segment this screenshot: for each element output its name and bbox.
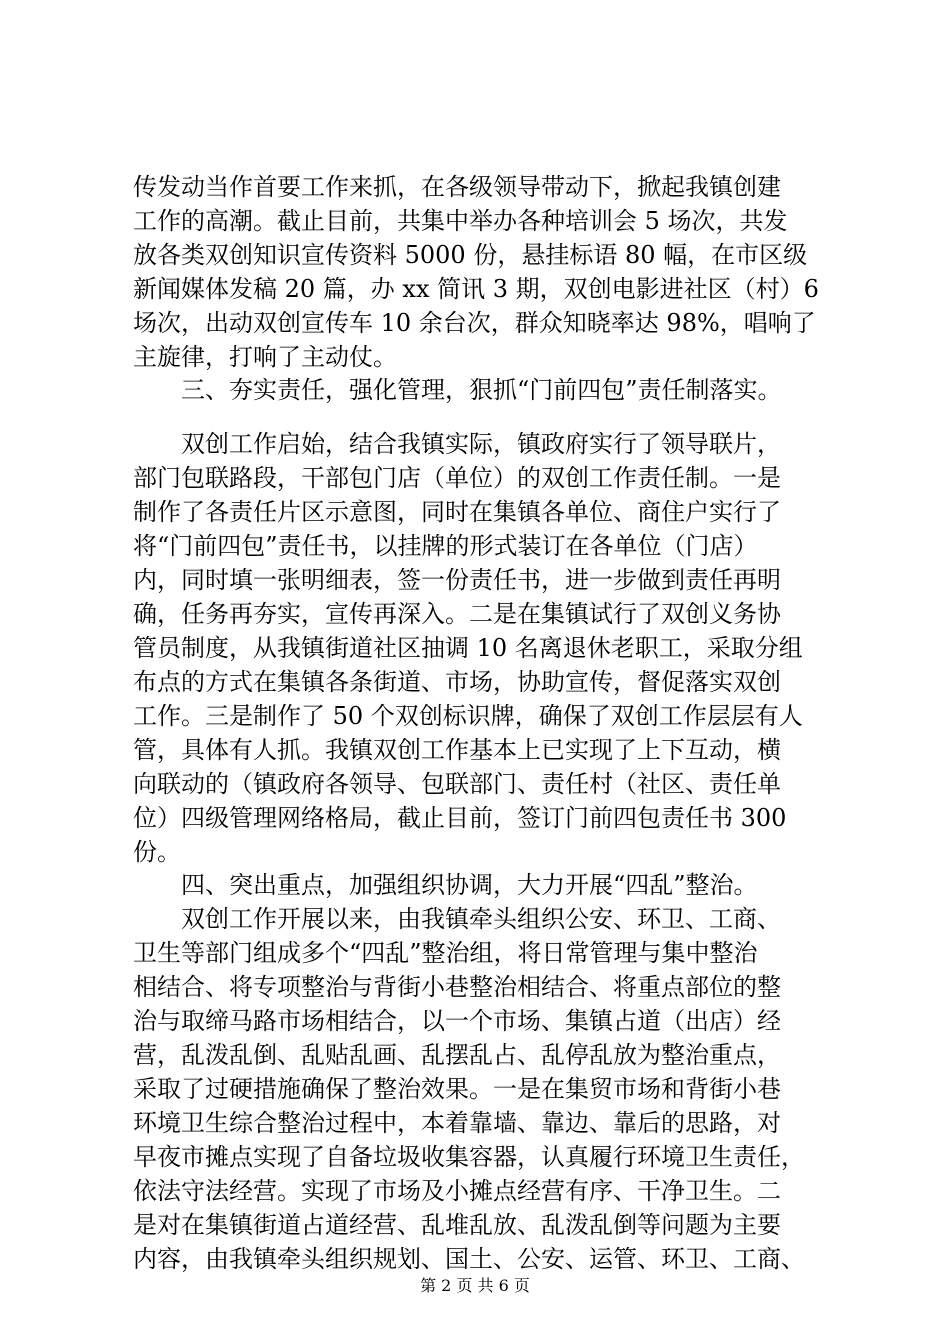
paragraph-line: 管，具体有人抓。我镇双创工作基本上已实现了上下互动，横 [133, 736, 781, 764]
paragraph-line: 传发动当作首要工作来抓，在各级领导带动下，掀起我镇创建 [133, 173, 781, 201]
paragraph-line: 场次，出动双创宣传车 10 余台次，群众知晓率达 98%，唱响了 [133, 309, 816, 337]
paragraph-line: 是对在集镇街道占道经营、乱堆乱放、乱泼乱倒等问题为主要 [133, 1211, 781, 1239]
paragraph-line: 向联动的（镇政府各领导、包联部门、责任村（社区、责任单 [133, 770, 781, 798]
paragraph-line: 治与取缔马路市场相结合，以一个市场、集镇占道（出店）经 [133, 1007, 781, 1035]
paragraph-line: 双创工作开展以来，由我镇牵头组织公安、环卫、工商、 [181, 905, 781, 933]
section-heading: 四、突出重点，加强组织协调，大力开展“四乱”整治。 [181, 871, 758, 899]
paragraph-line: 份。 [133, 838, 181, 866]
paragraph-line: 工作。三是制作了 50 个双创标识牌，确保了双创工作层层有人 [133, 702, 803, 730]
paragraph-line: 主旋律，打响了主动仗。 [133, 343, 397, 371]
paragraph-line: 内容，由我镇牵头组织规划、国土、公安、运管、环卫、工商、 [133, 1245, 805, 1273]
section-heading: 三、夯实责任，强化管理，狠抓“门前四包”责任制落实。 [181, 376, 782, 404]
paragraph-line: 早夜市摊点实现了自备垃圾收集容器，认真履行环境卫生责任， [133, 1143, 805, 1171]
paragraph-line: 环境卫生综合整治过程中，本着靠墙、靠边、靠后的思路，对 [133, 1109, 781, 1137]
paragraph-line: 卫生等部门组成多个“四乱”整治组，将日常管理与集中整治 [133, 939, 758, 967]
paragraph-line: 营，乱泼乱倒、乱贴乱画、乱摆乱占、乱停乱放为整治重点， [133, 1041, 781, 1069]
paragraph-line: 放各类双创知识宣传资料 5000 份，悬挂标语 80 幅，在市区级 [133, 241, 808, 269]
paragraph-line: 采取了过硬措施确保了整治效果。一是在集贸市场和背街小巷 [133, 1075, 781, 1103]
paragraph-line: 确，任务再夯实，宣传再深入。二是在集镇试行了双创义务协 [133, 600, 781, 628]
paragraph-line: 管员制度，从我镇街道社区抽调 10 名离退休老职工，采取分组 [133, 634, 803, 662]
paragraph-line: 制作了各责任片区示意图，同时在集镇各单位、商住户实行了 [133, 498, 781, 526]
paragraph-line: 内，同时填一张明细表，签一份责任书，进一步做到责任再明 [133, 566, 781, 594]
paragraph-line: 新闻媒体发稿 20 篇，办 xx 简讯 3 期，双创电影进社区（村）6 [133, 275, 819, 303]
paragraph-line: 依法守法经营。实现了市场及小摊点经营有序、干净卫生。二 [133, 1177, 781, 1205]
paragraph-line: 工作的高潮。截止目前，共集中举办各种培训会 5 场次，共发 [133, 207, 788, 235]
paragraph-line: 相结合、将专项整治与背街小巷整治相结合、将重点部位的整 [133, 973, 781, 1001]
paragraph-line: 将“门前四包”责任书，以挂牌的形式装订在各单位（门店） [133, 532, 758, 560]
page-number-footer: 第 2 页 共 6 页 [420, 1276, 530, 1295]
paragraph-line: 双创工作启始，结合我镇实际，镇政府实行了领导联片， [181, 430, 781, 458]
paragraph-line: 部门包联路段，干部包门店（单位）的双创工作责任制。一是 [133, 464, 781, 492]
paragraph-line: 布点的方式在集镇各条街道、市场，协助宣传，督促落实双创 [133, 668, 781, 696]
paragraph-line: 位）四级管理网络格局，截止目前，签订门前四包责任书 300 [133, 804, 787, 832]
